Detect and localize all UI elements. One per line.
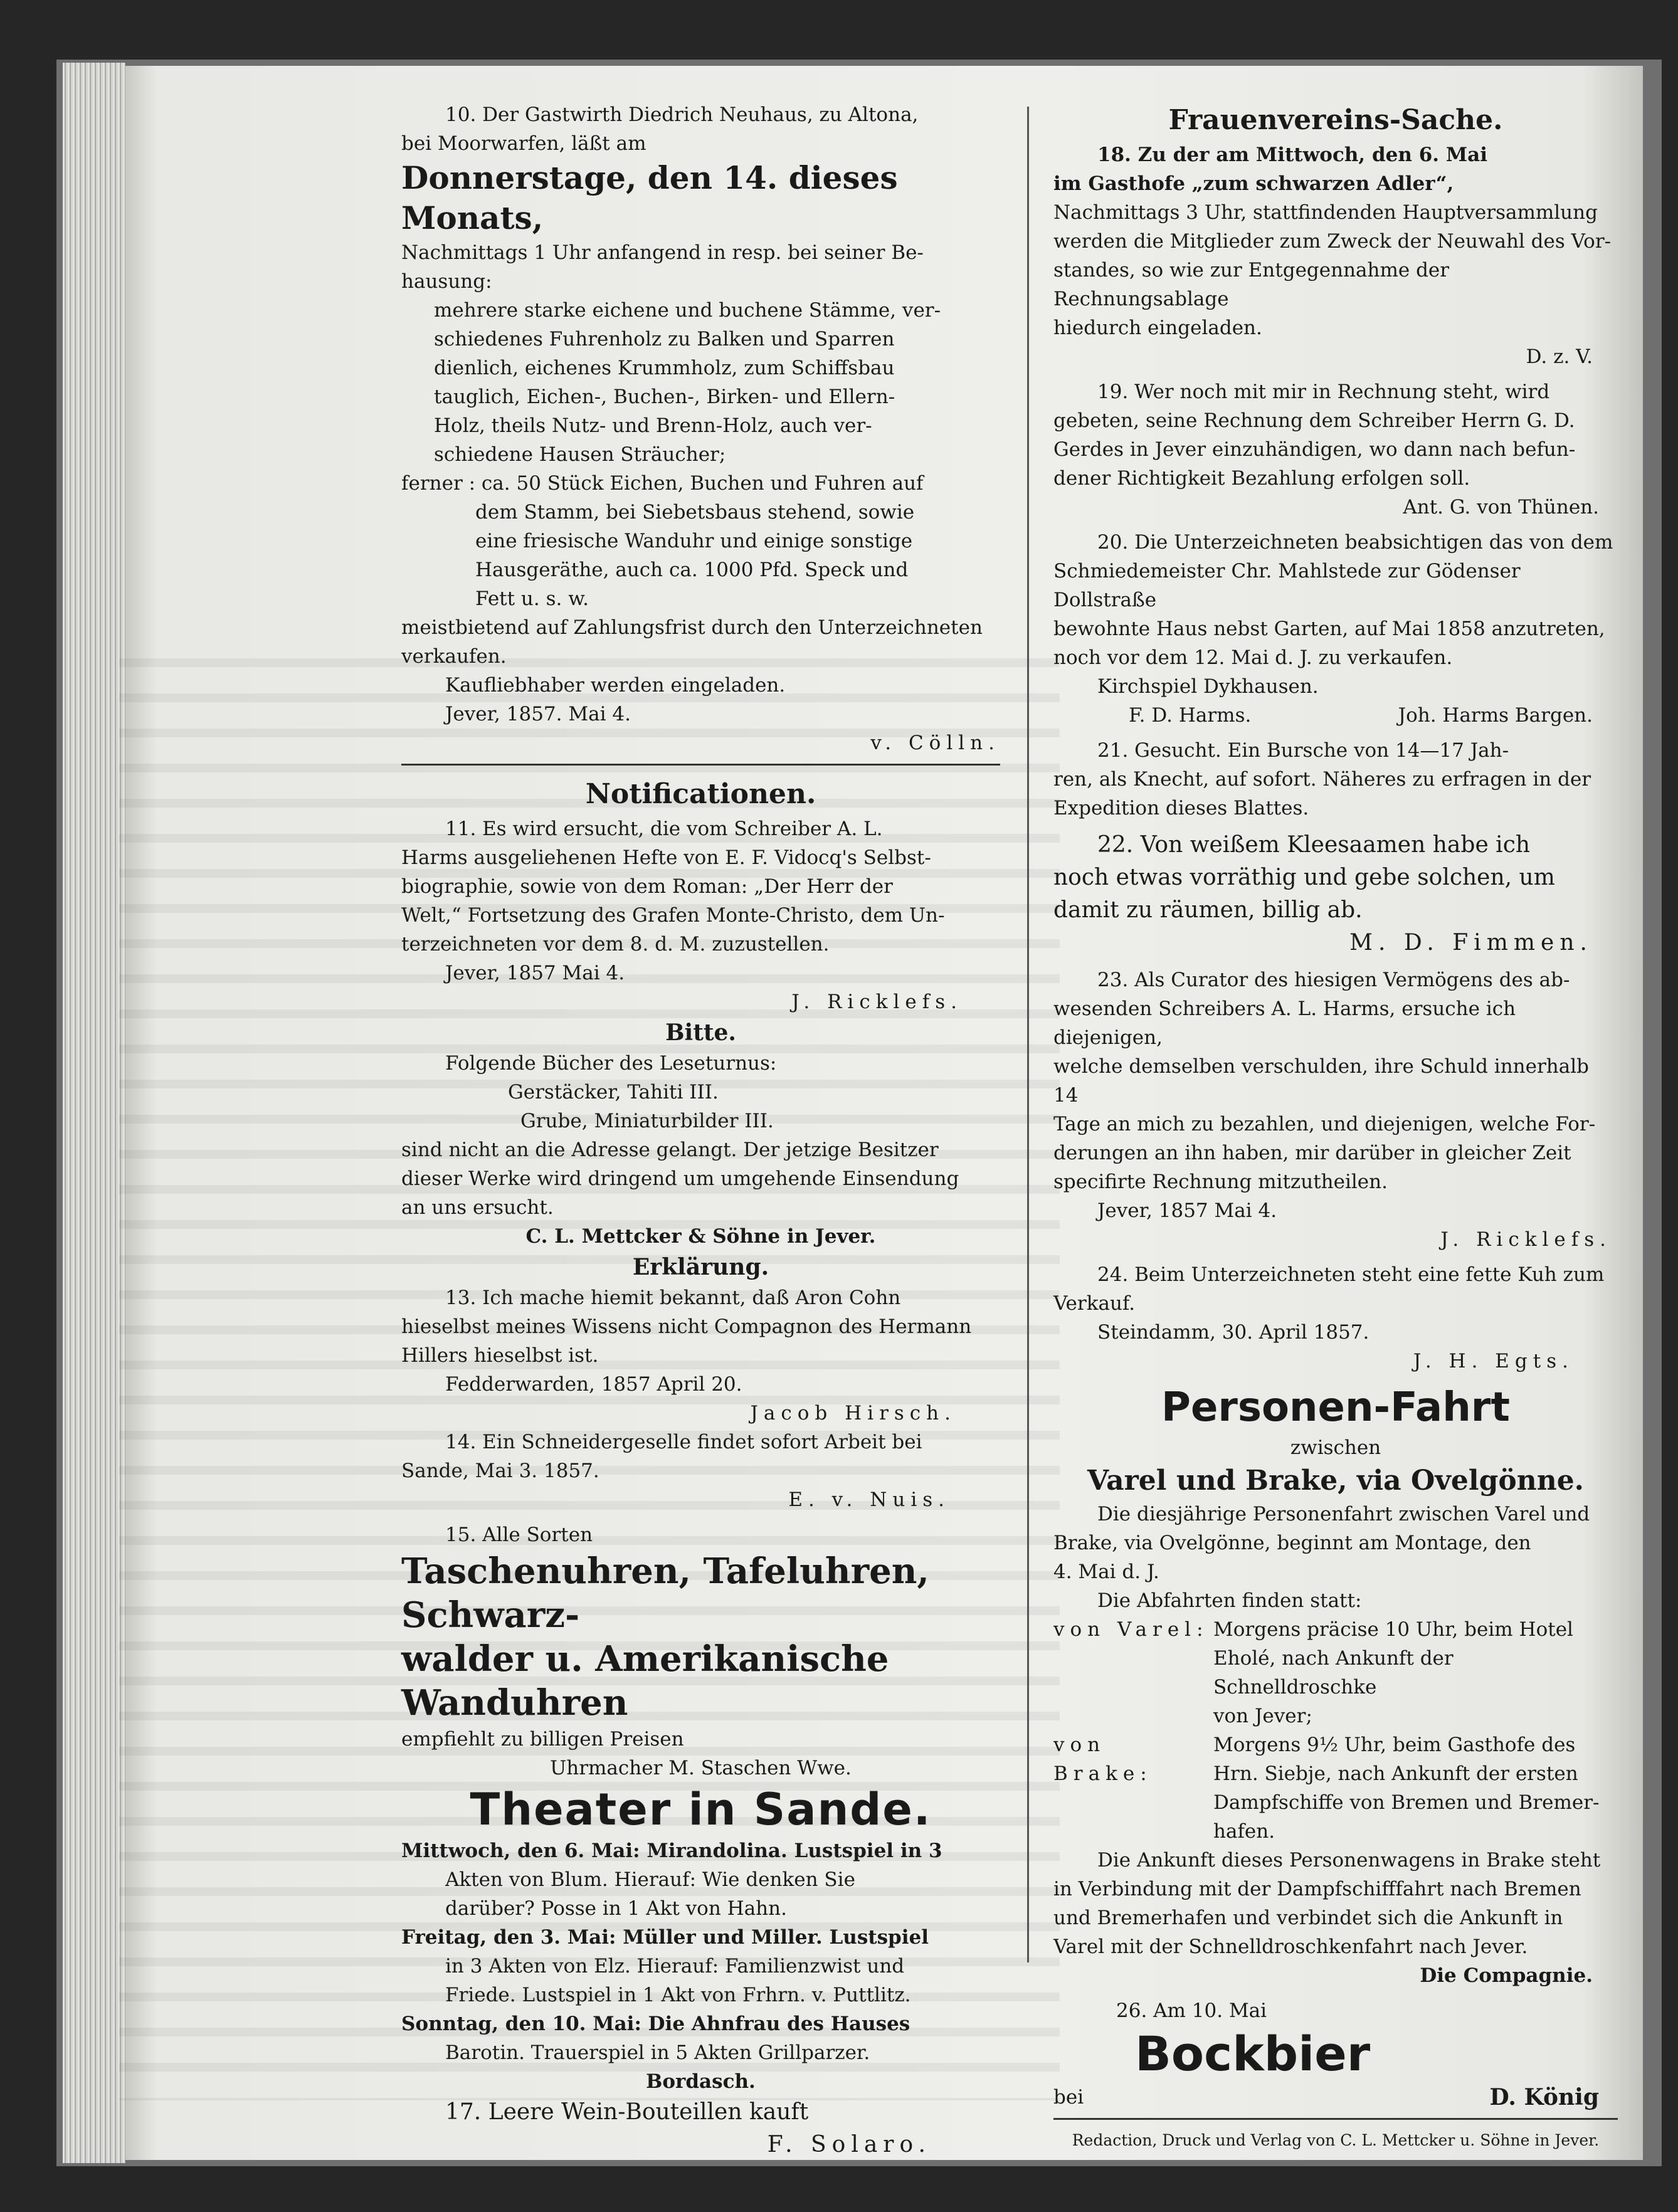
item-line: Holz, theils Nutz- und Brenn-Holz, auch ver- (434, 414, 872, 437)
item-line: eine friesische Wanduhr und einige sonstige (475, 530, 913, 552)
schedule-text: von Jever; (1213, 1705, 1312, 1727)
notice-text: sind nicht an die Adresse gelangt. Der jetzige Besitzer (401, 1139, 939, 1161)
notice-text: 10. Der Gastwirth Diedrich Neuhaus, zu Altona, (445, 103, 919, 126)
notice-text: biographie, sowie von dem Roman: „Der Herr der (401, 875, 893, 898)
notice-text: Schmiedemeister Chr. Mahlstede zur Gödenser Dollstraße (1053, 560, 1521, 611)
section-rule (401, 764, 1000, 766)
item-line: mehrere starke eichene und buchene Stämme, ver- (434, 299, 941, 322)
notice-text: und Bremerhafen und verbindet sich die Ankunft in (1053, 1907, 1563, 1929)
notice-text: damit zu räumen, billig ab. (1053, 897, 1363, 923)
notice-text: 15. Alle Sorten (445, 1524, 593, 1546)
notice-text: 23. Als Curator des hiesigen Vermögens des ab- (1097, 969, 1570, 991)
notice-text: bewohnte Haus nebst Garten, auf Mai 1858 anzutreten, (1053, 618, 1605, 640)
notice-text: Verkauf. (1053, 1292, 1136, 1315)
notice-theater (401, 1783, 1000, 2096)
item-line: Hausgeräthe, auch ca. 1000 Pfd. Speck und (475, 559, 909, 581)
notice-signature: Joh. Harms Bargen. (1398, 704, 1593, 727)
notice-signature: Bordasch. (646, 2070, 756, 2093)
item-line: tauglich, Eichen-, Buchen-, Birken- und Ellern- (434, 386, 895, 408)
notice-text: noch vor dem 12. Mai d. J. zu verkaufen. (1053, 646, 1453, 669)
notice-place: Jever, 1857 Mai 4. (1097, 1199, 1277, 1222)
notice-text: 22. Von weißem Kleesaamen habe ich (1097, 832, 1531, 858)
notice-text: bei (1053, 2086, 1084, 2109)
notice-text: Varel mit der Schnelldroschkenfahrt nach Jever. (1053, 1936, 1528, 1958)
notice-text: specifirte Rechnung mitzutheilen. (1053, 1171, 1388, 1193)
schedule-text: Dampfschiffe von Bremen und Bremer- (1213, 1791, 1600, 1814)
notice-text: dener Richtigkeit Bezahlung erfolgen soll. (1053, 467, 1470, 490)
bockbier-headline: Bockbier (1135, 2026, 1371, 2082)
notice-signature: C. L. Mettcker & Söhne in Jever. (525, 1225, 876, 1248)
notice-text: hieselbst meines Wissens nicht Compagnon des Hermann (401, 1315, 972, 1338)
schedule-text-block (1213, 1730, 1618, 1846)
notice-text: Die Abfahrten finden statt: (1097, 1589, 1362, 1612)
program-line: darüber? Posse in 1 Akt von Hahn. (445, 1897, 787, 1920)
notice-text: 13. Ich mache hiemit bekannt, daß Aron Cohn (445, 1287, 901, 1309)
notice-text: ren, als Knecht, auf sofort. Näheres zu erfragen in der (1053, 768, 1591, 791)
notice-text: Brake, via Ovelgönne, beginnt am Montage, den (1053, 1532, 1531, 1554)
book-title: Gerstäcker, Tahiti III. (508, 1081, 719, 1103)
notice-text: 19. Wer noch mit mir in Rechnung steht, wird (1097, 381, 1550, 403)
notice-15 (401, 1520, 1000, 1783)
right-column (1053, 100, 1618, 2152)
theater-headline: Theater in Sande. (470, 1784, 932, 1835)
bockbier-seller-row (1053, 2083, 1618, 2112)
notice-10 (401, 100, 1000, 757)
notice-text: verkaufen. (401, 645, 507, 668)
notice-signature: Uhrmacher M. Staschen Wwe. (550, 1757, 852, 1779)
item-line: schiedenes Fuhrenholz zu Balken und Sparren (434, 328, 895, 350)
notice-signature: J. Ricklefs. (1440, 1228, 1612, 1251)
item-line: ferner : ca. 50 Stück Eichen, Buchen und Fuhren auf (401, 472, 924, 495)
notice-signature: Die Compagnie. (1420, 1964, 1593, 1987)
section-heading: Notificationen. (585, 778, 816, 810)
notice-17 (401, 2096, 1000, 2161)
notice-text: hiedurch eingeladen. (1053, 317, 1262, 339)
notice-date: Donnerstage, den 14. dieses Monats, (401, 159, 898, 236)
notice-text: in Verbindung mit der Dampfschifffahrt nach Bremen (1053, 1878, 1581, 1900)
notice-place: Jever, 1857. Mai 4. (445, 703, 631, 725)
notice-signature: v. Cölln. (870, 732, 1000, 754)
program-line: Akten von Blum. Hierauf: Wie denken Sie (445, 1868, 855, 1891)
notice-signature: Jacob Hirsch. (750, 1402, 956, 1425)
schedule-brake (1053, 1730, 1618, 1846)
notice-20 (1053, 528, 1618, 730)
notice-text: 26. Am 10. Mai (1116, 1999, 1267, 2022)
notice-text: 17. Leere Wein-Bouteillen kauft (445, 2099, 809, 2125)
notice-text: empfiehlt zu billigen Preisen (401, 1728, 684, 1751)
notice-signature: Ant. G. von Thünen. (1403, 496, 1599, 519)
notice-11 (401, 814, 1000, 1016)
item-line: dienlich, eichenes Krummholz, zum Schiffsbau (434, 357, 895, 379)
notice-heading: Erklärung. (632, 1254, 769, 1280)
notice-text: gebeten, seine Rechnung dem Schreiber Herrn G. D. (1053, 409, 1575, 432)
notice-text: Expedition dieses Blattes. (1053, 797, 1309, 819)
notice-18 (1053, 140, 1618, 371)
notice-text: 18. Zu der am Mittwoch, den 6. Mai (1097, 144, 1488, 166)
notice-text: noch etwas vorräthig und gebe solchen, um (1053, 865, 1555, 890)
notice-place: Kirchspiel Dykhausen. (1097, 675, 1319, 698)
schedule-text: Morgens 9½ Uhr, beim Gasthofe des (1213, 1734, 1576, 1756)
notice-signature: J. Ricklefs. (791, 991, 963, 1013)
schedule-text: Eholé, nach Ankunft der Schnelldroschke (1213, 1647, 1454, 1698)
notice-text: an uns ersucht. (401, 1196, 554, 1219)
notice-text: Kaufliebhaber werden eingeladen. (445, 674, 786, 697)
notice-14 (401, 1428, 1000, 1514)
notice-24 (1053, 1260, 1618, 1376)
program-line: Freitag, den 3. Mai: Müller und Miller. Lustspiel (401, 1926, 929, 1949)
signature-row (1053, 701, 1618, 730)
schedule-varel (1053, 1615, 1618, 1730)
notice-place: Jever, 1857 Mai 4. (445, 962, 625, 984)
notice-22 (1053, 829, 1618, 959)
notice-signature: J. H. Egts. (1413, 1350, 1574, 1372)
notice-13 (401, 1251, 1000, 1428)
notice-text: derungen an ihn haben, mir darüber in gleicher Zeit (1053, 1142, 1571, 1164)
program-line: in 3 Akten von Elz. Hierauf: Familienzwist und (445, 1955, 905, 1978)
notice-headline: walder u. Amerikanische Wanduhren (401, 1638, 889, 1724)
notice-text: Welt,“ Fortsetzung des Grafen Monte-Christo, dem Un- (401, 904, 945, 927)
notice-26 (1053, 1996, 1618, 2112)
notice-text: 24. Beim Unterzeichneten steht eine fette Kuh zum (1097, 1263, 1605, 1286)
notice-heading: Bitte. (665, 1019, 736, 1046)
left-column (401, 100, 1000, 2161)
notice-signature: E. v. Nuis. (788, 1488, 950, 1511)
notice-text: terzeichneten vor dem 8. d. M. zuzustellen. (401, 933, 830, 956)
notice-text: wesenden Schreibers A. L. Harms, ersuche ich diejenigen, (1053, 998, 1516, 1049)
program-line: Barotin. Trauerspiel in 5 Akten Grillparzer. (445, 2041, 870, 2064)
notice-text: 11. Es wird ersucht, die vom Schreiber A. L. (445, 818, 883, 840)
schedule-label: von Brake: (1053, 1734, 1153, 1785)
item-line: schiedene Hausen Sträucher; (434, 443, 726, 466)
notice-text: welche demselben verschulden, ihre Schuld innerhalb 14 (1053, 1055, 1589, 1107)
notice-text: 14. Ein Schneidergeselle findet sofort Arbeit bei (445, 1431, 922, 1453)
notice-signature: F. Solaro. (767, 2132, 931, 2157)
notice-text: 4. Mai d. J. (1053, 1561, 1159, 1583)
item-line: dem Stamm, bei Siebetsbaus stehend, sowie (475, 501, 915, 524)
notice-text: Die diesjährige Personenfahrt zwischen Varel und (1097, 1503, 1590, 1525)
fahrt-zwischen: zwischen (1290, 1436, 1381, 1459)
program-line: Mittwoch, den 6. Mai: Mirandolina. Lustspiel in 3 (401, 1840, 942, 1862)
page-edges (63, 63, 125, 2163)
notice-text: 20. Die Unterzeichneten beabsichtigen das von dem (1097, 531, 1613, 554)
notice-text: Gerdes in Jever einzuhändigen, wo dann nach befun- (1053, 438, 1576, 461)
notice-text: Tage an mich zu bezahlen, und diejenigen, welche For- (1053, 1113, 1596, 1135)
program-line: Friede. Lustspiel in 1 Akt von Frhrn. v. Puttlitz. (445, 1984, 911, 2006)
imprint: Redaction, Druck und Verlag von C. L. Mettcker u. Söhne in Jever. (1072, 2131, 1600, 2149)
item-line: Fett u. s. w. (475, 587, 589, 610)
notice-text: hausung: (401, 270, 492, 293)
notice-text: werden die Mitglieder zum Zweck der Neuwahl des Vor- (1053, 230, 1612, 253)
notice-signature: D. König (1489, 2084, 1599, 2110)
section-heading: Frauenvereins-Sache. (1168, 104, 1503, 136)
notice-text: Nachmittags 3 Uhr, stattfindenden Hauptversammlung (1053, 201, 1598, 224)
notice-23 (1053, 966, 1618, 1254)
notice-headline: Taschenuhren, Tafeluhren, Schwarz- (401, 1551, 929, 1636)
notice-text: Folgende Bücher des Leseturnus: (445, 1052, 777, 1075)
notice-signature: D. z. V. (1526, 345, 1593, 368)
notice-text: dieser Werke wird dringend um umgehende Einsendung (401, 1167, 959, 1190)
bockbier-row (1053, 2025, 1618, 2083)
notice-text: bei Moorwarfen, läßt am (401, 132, 646, 155)
notice-place: Steindamm, 30. April 1857. (1097, 1321, 1369, 1344)
notice-21 (1053, 736, 1618, 823)
notice-text: meistbietend auf Zahlungsfrist durch den Unterzeichneten (401, 616, 983, 639)
imprint-rule (1053, 2118, 1618, 2120)
notice-text: standes, so wie zur Entgegennahme der Rechnungsablage (1053, 259, 1450, 310)
notice-signature: M. D. Fimmen. (1349, 930, 1593, 956)
schedule-text: Hrn. Siebje, nach Ankunft der ersten (1213, 1762, 1578, 1785)
notice-text: Hillers hieselbst ist. (401, 1344, 599, 1367)
book-title: Grube, Miniaturbilder III. (520, 1110, 774, 1132)
notice-signature: F. D. Harms. (1129, 704, 1252, 727)
notice-personen-fahrt (1053, 1382, 1618, 1990)
schedule-text-block (1213, 1615, 1618, 1730)
notice-text: im Gasthofe „zum schwarzen Adler“, (1053, 172, 1454, 195)
fahrt-route: Varel und Brake, via Ovelgönne. (1087, 1465, 1584, 1497)
notice-text: Sande, Mai 3. 1857. (401, 1460, 599, 1482)
notice-bitte (401, 1016, 1000, 1251)
schedule-text: hafen. (1213, 1820, 1275, 1843)
notice-text: Nachmittags 1 Uhr anfangend in resp. bei seiner Be- (401, 241, 924, 264)
column-divider (1027, 107, 1029, 1962)
notice-place: Fedderwarden, 1857 April 20. (445, 1373, 742, 1396)
fahrt-headline: Personen-Fahrt (1161, 1384, 1510, 1431)
notice-text: Die Ankunft dieses Personenwagens in Brake steht (1097, 1849, 1601, 1872)
notice-19 (1053, 377, 1618, 522)
schedule-text: Morgens präcise 10 Uhr, beim Hotel (1213, 1618, 1573, 1641)
program-line: Sonntag, den 10. Mai: Die Ahnfrau des Hauses (401, 2013, 910, 2035)
notice-text: Harms ausgeliehenen Hefte von E. F. Vidocq's Selbst- (401, 846, 931, 869)
notice-text: 21. Gesucht. Ein Bursche von 14—17 Jah- (1097, 739, 1509, 762)
schedule-label: von Varel: (1053, 1618, 1209, 1641)
